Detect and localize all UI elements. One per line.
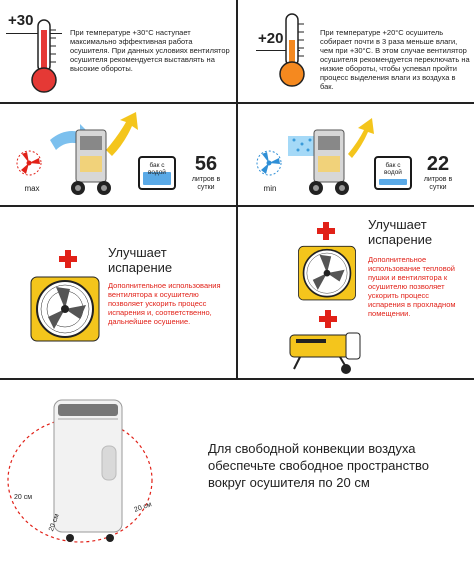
fan-heading: Улучшает испарение — [108, 245, 173, 275]
min-mode-label: min — [263, 184, 277, 193]
min-capacity-unit: литров в сутки — [423, 176, 453, 191]
heater-block — [238, 207, 474, 378]
plus-icon — [316, 221, 336, 241]
temp-high-block — [0, 0, 236, 102]
max-mode-block — [0, 104, 236, 205]
floor-fan-small-icon — [296, 243, 358, 305]
temp-high-label: +30 — [8, 12, 34, 29]
water-tank-min-label: бак с водой — [384, 162, 402, 176]
clearance-left-label: 20 см — [14, 494, 33, 501]
clearance-right-label: 20 см — [133, 501, 153, 514]
max-mode-label: max — [24, 184, 40, 193]
dehumidifier-airflow-max-icon — [46, 110, 142, 200]
max-capacity-unit: литров в сутки — [191, 176, 221, 191]
water-tank-max-label: бак с водой — [148, 162, 166, 176]
thermometer-hot-icon — [26, 16, 62, 96]
fan-block — [0, 207, 236, 378]
floor-fan-icon — [28, 273, 102, 347]
fan-max-icon — [14, 148, 44, 178]
temp-low-label: +20 — [258, 30, 284, 47]
clearance-bottom-label: 20 см — [48, 513, 61, 533]
dehumidifier-airflow-min-icon — [284, 110, 380, 200]
convection-block — [0, 380, 474, 568]
water-tank-min-fill — [379, 179, 407, 185]
min-mode-block — [238, 104, 474, 205]
heater-heading: Улучшает испарение — [368, 217, 433, 247]
temp-low-block — [238, 0, 474, 102]
min-capacity-value: 22 — [426, 153, 450, 175]
temp-high-text: При температуре +30°С наступает максимально эффективная работа осушителя. При данных условиях вентилятор осушителя рекомендуется выставлять на высокие обороты. — [70, 28, 230, 73]
water-tank-max-icon — [138, 156, 176, 190]
max-capacity-value: 56 — [194, 153, 218, 175]
temp-low-text: При температуре +20°С осушитель собирает почти в 3 раза меньше влаги, чем при +30°С. В этом случае вентилятор осушителя рекомендуется переключать на низкие обороты, чтобы успевал пройти процесс выделения влаги из воздуха в бак. — [320, 28, 470, 91]
heat-gun-icon — [286, 329, 364, 375]
convection-text: Для свободной конвекции воздуха обеспечьте свободное пространство вокруг осушителя по 20 см — [208, 441, 430, 490]
water-tank-min-icon — [374, 156, 412, 190]
fan-text: Дополнительное использования вентилятора к осушителю позволяет ускорить процесс испарения и, соответственно, дальнейшее осушение. — [108, 281, 221, 326]
plus-icon — [318, 309, 338, 329]
heater-text: Дополнительное использование тепловой пушки и вентилятора к осушителю позволяет ускорить процесс испарения в прохладном помещении. — [368, 255, 456, 318]
thermometer-warm-icon — [274, 10, 310, 90]
plus-icon — [58, 249, 78, 269]
fan-min-icon — [254, 148, 284, 178]
